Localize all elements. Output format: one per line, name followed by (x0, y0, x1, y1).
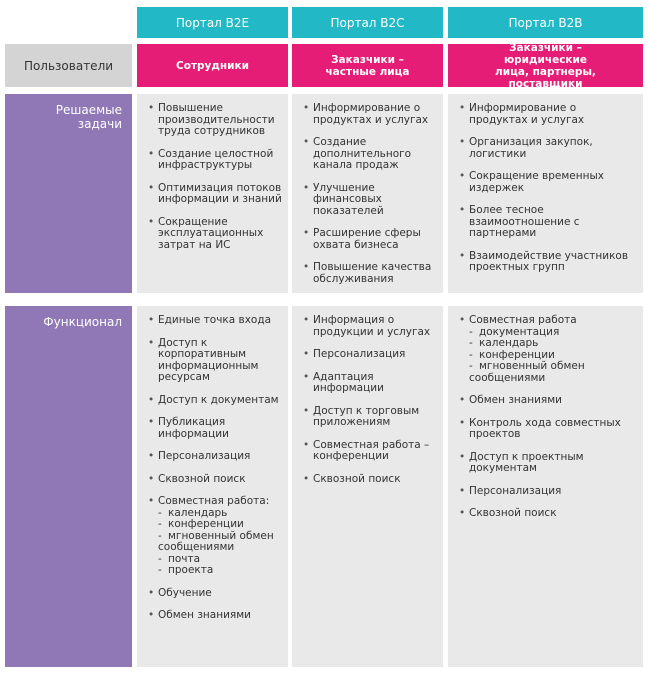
list-item (150, 451, 282, 463)
sub-list-item-text: календарь (479, 337, 539, 349)
users-b2b: Заказчики – юридические лица, партнеры, поставщики (448, 44, 643, 87)
list-item (461, 418, 637, 441)
list-item (150, 610, 282, 622)
dash-marker: - (158, 518, 162, 530)
list-item: • Взаимодействие участников проектных групп (461, 251, 637, 274)
tasks-b2b-list (461, 103, 637, 274)
functions-b2b-cell (448, 306, 643, 667)
list-item-text: • Единые точка входа (158, 314, 272, 326)
header-b2c: Портал B2C (292, 7, 443, 38)
sub-list-item-text: мгновенный обмен сообщениями (469, 360, 585, 384)
list-item: • Расширение сферы охвата бизнеса (305, 228, 437, 251)
sub-list (469, 327, 637, 385)
list-item-text: • Контроль хода совместных проектов (469, 416, 621, 440)
dash-marker: - (469, 348, 473, 361)
list-item (461, 486, 637, 498)
list-item (305, 349, 437, 361)
sub-list-item-text: мгновенный обмен сообщениями (158, 529, 274, 553)
sub-list-item-text: почта (168, 552, 201, 565)
sub-list-item-text: проекта (168, 564, 214, 576)
list-item (305, 474, 437, 486)
tasks-b2c-list (305, 103, 437, 285)
dash-marker: - (158, 564, 162, 576)
users-b2e: Сотрудники (137, 44, 288, 87)
list-item: • Более тесное взаимоотношение с партнерами (461, 205, 637, 240)
list-item (305, 440, 437, 463)
list-item: • Оптимизация потоков информации и знаний (150, 183, 282, 206)
users-label: Пользователи (5, 44, 132, 87)
list-item-text: • Доступ к торговым приложениям (313, 404, 420, 428)
functions-label: Функционал (5, 306, 132, 667)
list-item-text: • Сквозной поиск (469, 507, 557, 519)
functions-b2b-list (461, 315, 637, 520)
list-item: • Сокращение временных издержек (461, 171, 637, 194)
list-item: • Создание целостной инфраструктуры (150, 149, 282, 172)
list-item: • Информирование о продуктах и услугах (461, 103, 637, 126)
users-b2c: Заказчики – частные лица (292, 44, 443, 87)
list-item (150, 395, 282, 407)
functions-b2e-list (150, 315, 282, 622)
list-item-text: • Сквозной поиск (158, 472, 246, 485)
list-item (150, 417, 282, 440)
functions-b2e-cell (137, 306, 288, 667)
list-item (150, 474, 282, 486)
tasks-label: Решаемые задачи (5, 94, 132, 293)
list-item-text: • Персонализация (158, 450, 251, 462)
list-item-text: • Публикация информации (158, 416, 229, 440)
list-item (305, 406, 437, 429)
list-item-text: • Совместная работа: (158, 495, 270, 507)
list-item-text: • Обмен знаниями (158, 609, 251, 621)
list-item-text: • Доступ к документам (158, 393, 279, 406)
functions-b2c-list (305, 315, 437, 485)
list-item (461, 452, 637, 475)
dash-marker: - (469, 337, 473, 349)
list-item (150, 496, 282, 577)
header-b2e: Портал B2E (137, 7, 288, 38)
dash-marker: - (469, 325, 473, 338)
list-item: • Информирование о продуктах и услугах (305, 103, 437, 126)
sub-list-item (469, 361, 637, 384)
dash-marker: - (158, 529, 162, 542)
list-item-text: • Совместная работа – конференции (313, 438, 430, 462)
sub-list-item-text: документация (479, 325, 560, 338)
functions-b2c-cell (292, 306, 443, 667)
list-item-text: • Адаптация информации (313, 370, 384, 394)
list-item (461, 315, 637, 384)
list-item: • Повышение качества обслуживания (305, 262, 437, 285)
list-item-text: • Информация о продукции и услугах (313, 314, 431, 338)
list-item (461, 508, 637, 520)
list-item: • Создание дополнительного канала продаж (305, 137, 437, 172)
list-item (150, 315, 282, 327)
sub-list-item-text: конференции (479, 348, 555, 361)
list-item-text: • Совместная работа (469, 314, 577, 326)
sub-list-item (158, 531, 282, 554)
list-item-text: • Доступ к корпоративным информационным ресурсам (158, 336, 259, 383)
list-item: • Повышение производительности труда сотрудников (150, 103, 282, 138)
list-item (305, 372, 437, 395)
list-item-text: • Обмен знаниями (469, 394, 562, 406)
list-item: • Организация закупок, логистики (461, 137, 637, 160)
list-item (461, 395, 637, 407)
sub-list-item-text: конференции (168, 518, 244, 530)
list-item: • Сокращение эксплуатационных затрат на ИС (150, 217, 282, 252)
list-item: • Улучшение финансовых показателей (305, 183, 437, 218)
list-item (150, 338, 282, 384)
sub-list-item (158, 565, 282, 577)
list-item (305, 315, 437, 338)
dash-marker: - (469, 360, 473, 372)
list-item-text: • Персонализация (469, 484, 562, 497)
tasks-b2b-cell (448, 94, 643, 293)
list-item-text: • Сквозной поиск (313, 472, 401, 485)
list-item-text: • Персонализация (313, 348, 406, 360)
list-item (150, 588, 282, 600)
tasks-b2e-cell (137, 94, 288, 293)
sub-list-item-text: календарь (168, 506, 228, 519)
list-item-text: • Обучение (158, 586, 212, 599)
header-b2b: Портал B2B (448, 7, 643, 38)
tasks-b2e-list (150, 103, 282, 251)
tasks-b2c-cell (292, 94, 443, 293)
sub-list (158, 508, 282, 577)
dash-marker: - (158, 506, 162, 519)
list-item-text: • Доступ к проектным документам (469, 450, 584, 474)
dash-marker: - (158, 552, 162, 565)
